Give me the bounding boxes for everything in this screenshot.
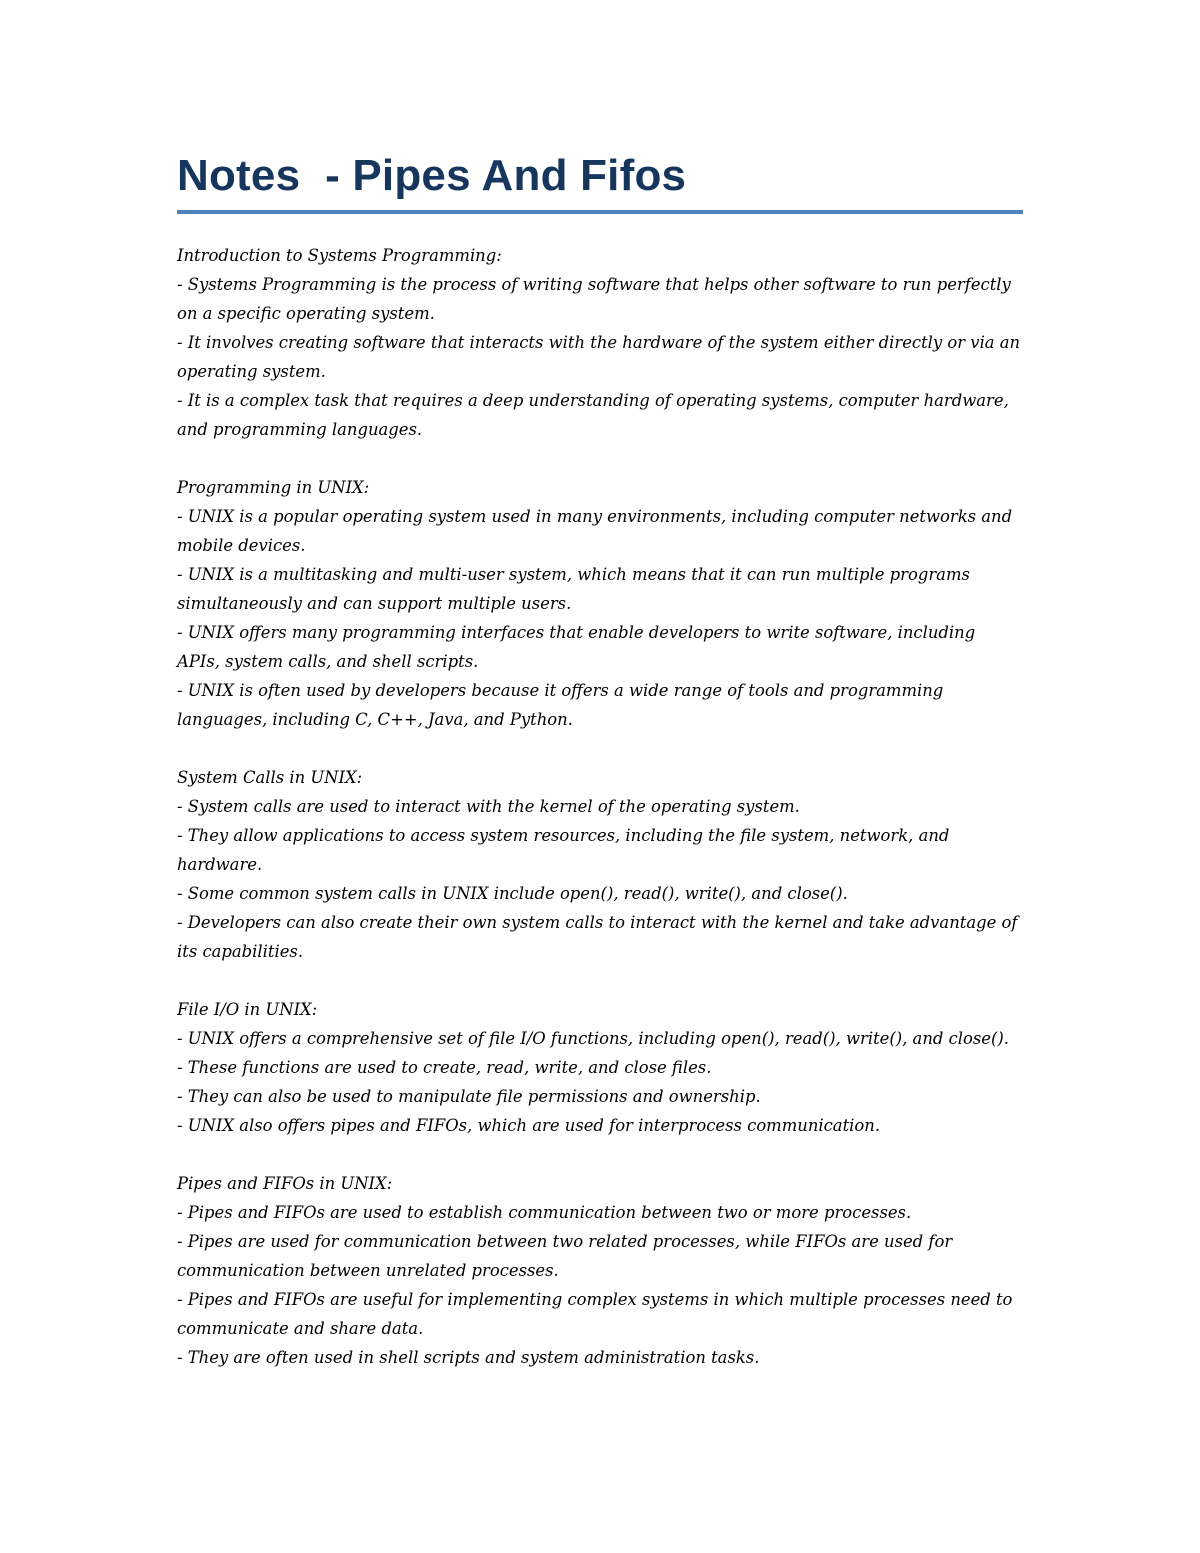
section-heading: File I/O in UNIX: bbox=[177, 1000, 318, 1019]
bullet-item: - It involves creating software that interacts with the hardware of the system either directly or via an operating system. bbox=[177, 333, 1021, 381]
bullet-item: - UNIX is a popular operating system used in many environments, including computer networks and mobile devices. bbox=[177, 507, 1013, 555]
bullet-item: - Some common system calls in UNIX include open(), read(), write(), and close(). bbox=[177, 884, 848, 903]
bullet-item: - Pipes and FIFOs are useful for implementing complex systems in which multiple processes need to communicate and share data. bbox=[177, 1290, 1013, 1338]
bullet-item: - Pipes are used for communication between two related processes, while FIFOs are used for communication between unrelated processes. bbox=[177, 1232, 953, 1280]
bullet-item: - They are often used in shell scripts and system administration tasks. bbox=[177, 1348, 760, 1367]
bullet-item: - UNIX is often used by developers because it offers a wide range of tools and programming languages, including C, C++, Java, and Python. bbox=[177, 681, 944, 729]
bullet-item: - Developers can also create their own system calls to interact with the kernel and take advantage of its capabilities. bbox=[177, 913, 1018, 961]
bullet-item: - UNIX offers a comprehensive set of file I/O functions, including open(), read(), write(), and close(). bbox=[177, 1029, 1009, 1048]
document-page bbox=[177, 146, 1023, 1401]
bullet-item: - These functions are used to create, read, write, and close files. bbox=[177, 1058, 712, 1077]
bullet-item: - UNIX is a multitasking and multi-user system, which means that it can run multiple programs simultaneously and can support multiple users. bbox=[177, 565, 970, 613]
section-heading: Introduction to Systems Programming: bbox=[177, 246, 502, 265]
bullet-item: - It is a complex task that requires a deep understanding of operating systems, computer hardware, and programming languages. bbox=[177, 391, 1009, 439]
page-title: Notes - Pipes And Fifos bbox=[177, 151, 687, 200]
bullet-item: - UNIX offers many programming interfaces that enable developers to write software, including APIs, system calls, and shell scripts. bbox=[177, 623, 976, 671]
section-heading: Programming in UNIX: bbox=[177, 478, 370, 497]
bullet-item: - They allow applications to access system resources, including the file system, network, and hardware. bbox=[177, 826, 950, 874]
bullet-item: - System calls are used to interact with the kernel of the operating system. bbox=[177, 797, 800, 816]
section-file-io-in-unix bbox=[177, 995, 1023, 1140]
section-heading: Pipes and FIFOs in UNIX: bbox=[177, 1174, 393, 1193]
section-programming-in-unix bbox=[177, 473, 1023, 734]
section-pipes-and-fifos-in-unix bbox=[177, 1169, 1023, 1372]
bullet-item: - Pipes and FIFOs are used to establish communication between two or more processes. bbox=[177, 1203, 912, 1222]
section-system-calls-in-unix bbox=[177, 763, 1023, 966]
section-heading: System Calls in UNIX: bbox=[177, 768, 363, 787]
section-intro-systems-programming bbox=[177, 241, 1023, 444]
bullet-item: - They can also be used to manipulate file permissions and ownership. bbox=[177, 1087, 761, 1106]
title-underline bbox=[177, 210, 1023, 214]
bullet-item: - UNIX also offers pipes and FIFOs, which are used for interprocess communication. bbox=[177, 1116, 881, 1135]
bullet-item: - Systems Programming is the process of writing software that helps other software to run perfectly on a specific operating system. bbox=[177, 275, 1011, 323]
